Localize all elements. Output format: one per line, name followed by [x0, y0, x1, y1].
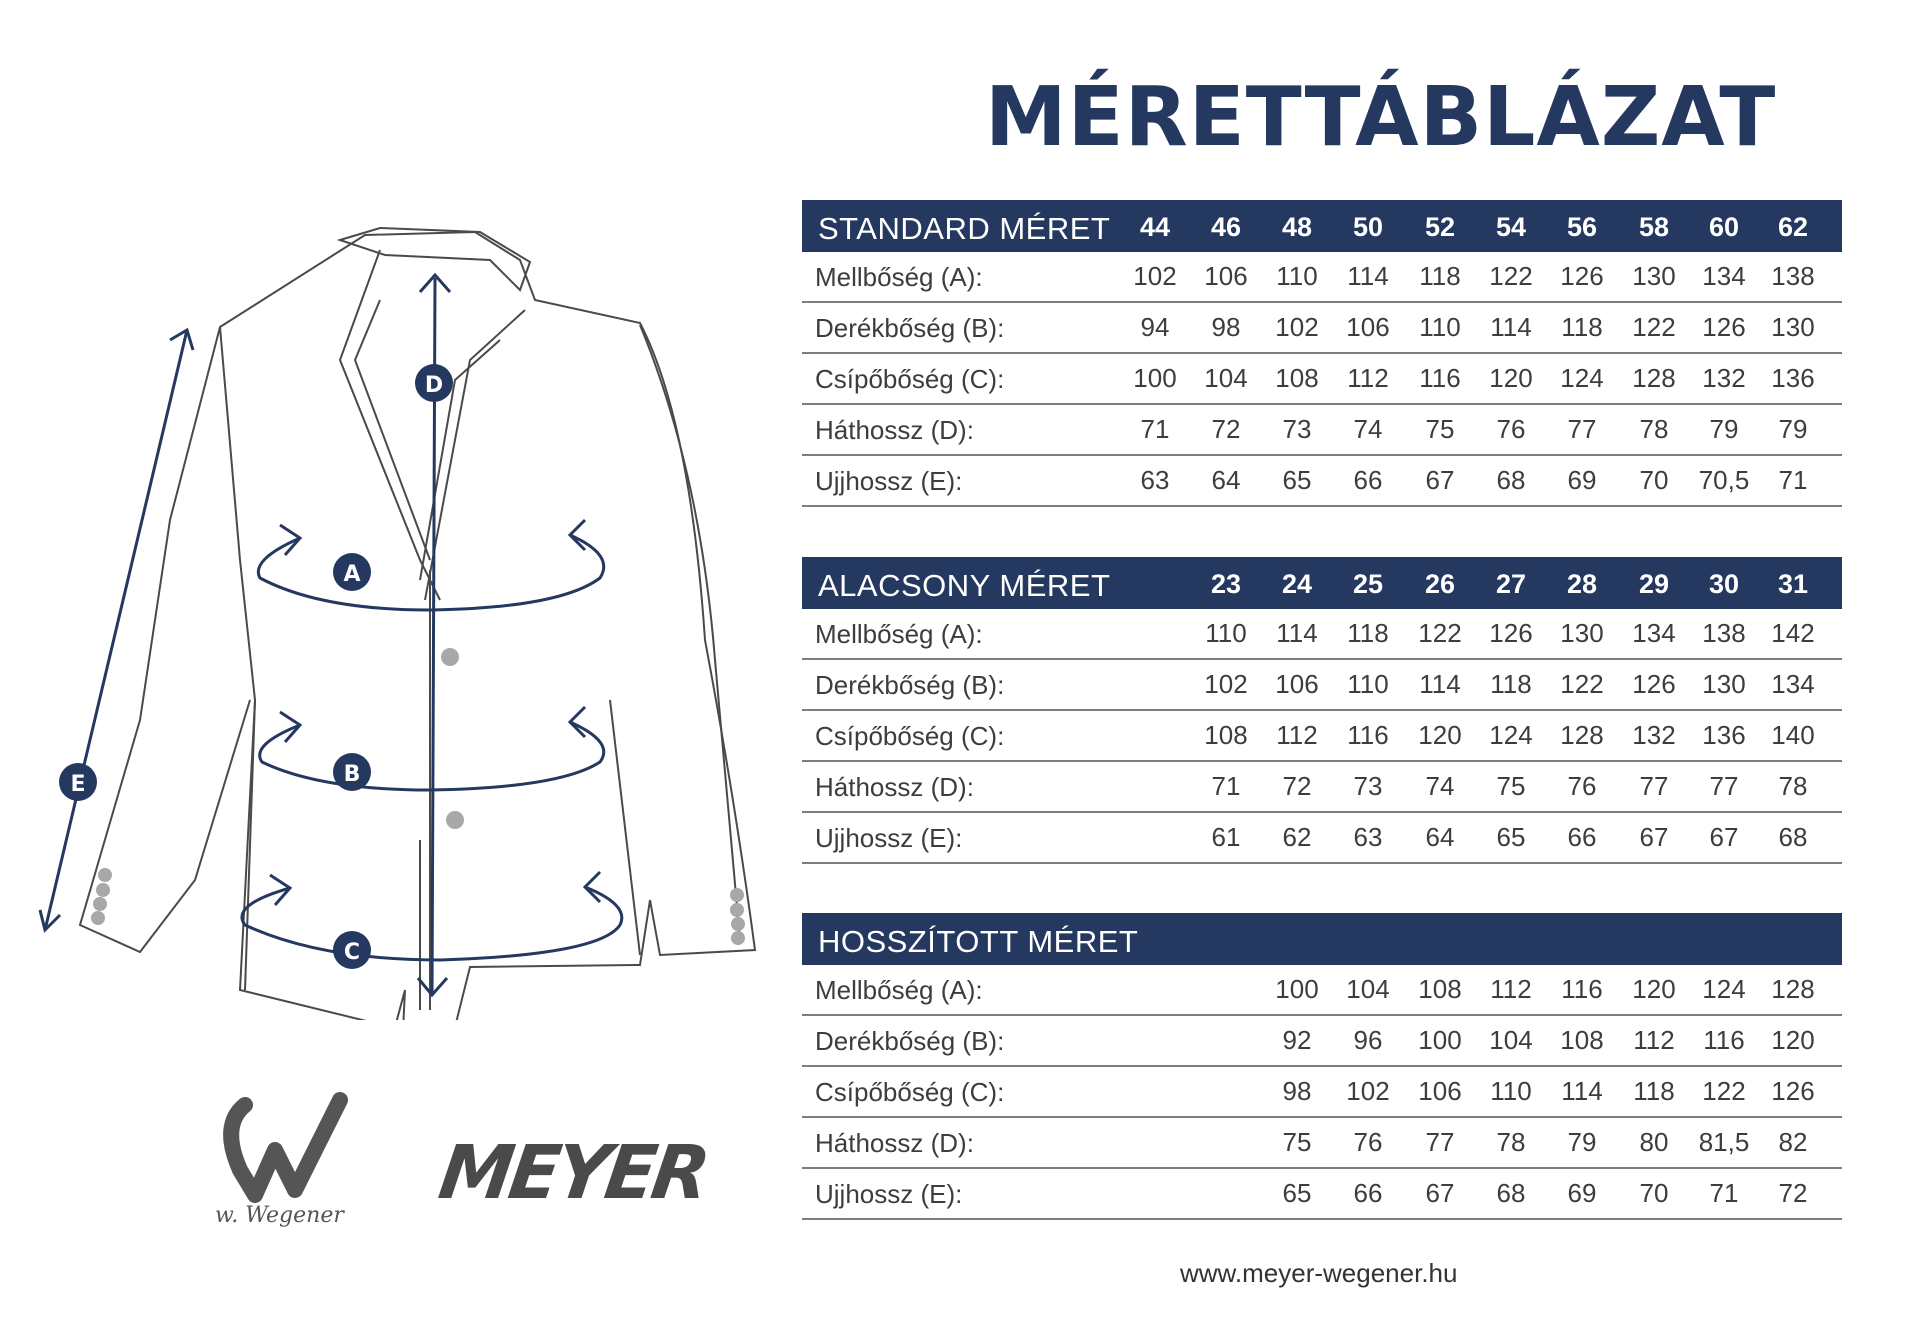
table-cell: 102: [1204, 669, 1248, 699]
table-cell: 65: [1282, 465, 1312, 495]
row-label: Mellbőség (A):: [815, 975, 983, 1005]
table-cell: 104: [1489, 1025, 1533, 1055]
table-row: [802, 711, 1842, 762]
table-cell: 136: [1702, 720, 1746, 750]
table-cell: 110: [1419, 312, 1461, 342]
table-cell: 102: [1346, 1076, 1390, 1106]
table-cell: 134: [1702, 261, 1746, 291]
table-cell: 114: [1347, 261, 1389, 291]
table-cell: 69: [1567, 1178, 1597, 1208]
size-header-cell: 62: [1777, 212, 1809, 242]
table-cell: 79: [1778, 414, 1808, 444]
table-row: [802, 1067, 1842, 1118]
table-cell: 72: [1211, 414, 1241, 444]
measure-e-arrow: [40, 330, 193, 930]
row-label: Derékbőség (B):: [815, 670, 1005, 700]
table-row: [802, 1016, 1842, 1067]
table-header: [802, 557, 1842, 609]
row-label: Derékbőség (B):: [815, 313, 1005, 343]
table-cell: 70,5: [1698, 465, 1750, 495]
row-label: Ujjhossz (E):: [815, 466, 963, 496]
size-header-cell: 54: [1495, 212, 1527, 242]
table-cell: 65: [1496, 822, 1526, 852]
table-cell: 64: [1425, 822, 1455, 852]
table-cell: 110: [1347, 669, 1389, 699]
table-cell: 106: [1418, 1076, 1462, 1106]
table-cell: 71: [1140, 414, 1170, 444]
marker-a-label: A: [343, 562, 361, 587]
table-cell: 118: [1419, 261, 1461, 291]
table-cell: 120: [1771, 1025, 1815, 1055]
table-row: [802, 252, 1842, 303]
table-cell: 106: [1204, 261, 1248, 291]
table-cell: 118: [1633, 1076, 1675, 1106]
table-cell: 68: [1496, 1178, 1526, 1208]
row-label: Mellbőség (A):: [815, 619, 983, 649]
size-header-cell: 48: [1281, 212, 1313, 242]
table-cell: 118: [1347, 618, 1389, 648]
table-cell: 106: [1275, 669, 1319, 699]
table-cell: 71: [1778, 465, 1808, 495]
table-cell: 112: [1347, 363, 1389, 393]
size-header-cell: 56: [1566, 212, 1598, 242]
row-label: Csípőbőség (C):: [815, 721, 1005, 751]
table-row: [802, 660, 1842, 711]
table-cell: 104: [1346, 974, 1390, 1004]
table-cell: 96: [1353, 1025, 1383, 1055]
table-cell: 112: [1490, 974, 1532, 1004]
table-row: [802, 965, 1842, 1016]
table-cell: 77: [1567, 414, 1597, 444]
table-cell: 130: [1702, 669, 1746, 699]
jacket-diagram: [0, 200, 780, 1020]
size-header-cell: 44: [1139, 212, 1171, 242]
table-cell: 110: [1205, 618, 1247, 648]
table-cell: 110: [1276, 261, 1318, 291]
table-cell: 128: [1771, 974, 1815, 1004]
table-row: [802, 609, 1842, 660]
row-label: Háthossz (D):: [815, 415, 974, 445]
table-cell: 76: [1567, 771, 1597, 801]
table-cell: 118: [1490, 669, 1532, 699]
table-row: [802, 1118, 1842, 1169]
table-cell: 65: [1282, 1178, 1312, 1208]
marker-e: [59, 763, 97, 801]
table-cell: 142: [1771, 618, 1815, 648]
table-cell: 98: [1211, 312, 1241, 342]
size-header-cell: 60: [1708, 212, 1740, 242]
table-cell: 79: [1709, 414, 1739, 444]
table-cell: 67: [1639, 822, 1669, 852]
table-cell: 112: [1633, 1025, 1675, 1055]
size-header-cell: 25: [1352, 569, 1384, 599]
table-cell: 69: [1567, 465, 1597, 495]
table-cell: 116: [1419, 363, 1461, 393]
table-alacsony: [802, 557, 1842, 864]
size-header-cell: 58: [1638, 212, 1670, 242]
table-cell: 128: [1632, 363, 1676, 393]
table-cell: 75: [1496, 771, 1526, 801]
table-cell: 108: [1560, 1025, 1604, 1055]
table-cell: 124: [1560, 363, 1604, 393]
table-cell: 114: [1276, 618, 1318, 648]
table-cell: 134: [1632, 618, 1676, 648]
table-row: [802, 1169, 1842, 1220]
table-cell: 100: [1275, 974, 1319, 1004]
table-cell: 128: [1560, 720, 1604, 750]
table-cell: 104: [1204, 363, 1248, 393]
table-row: [802, 762, 1842, 813]
size-header-cell: 24: [1281, 569, 1313, 599]
table-cell: 126: [1702, 312, 1746, 342]
table-cell: 106: [1346, 312, 1390, 342]
table-row: [802, 405, 1842, 456]
size-header-cell: 29: [1638, 569, 1670, 599]
row-label: Derékbőség (B):: [815, 1026, 1005, 1056]
table-cell: 80: [1639, 1127, 1669, 1157]
size-header-cell: 23: [1210, 569, 1242, 599]
size-header-cell: 46: [1210, 212, 1242, 242]
size-header-cell: 27: [1495, 569, 1527, 599]
table-cell: 132: [1702, 363, 1746, 393]
table-cell: 130: [1632, 261, 1676, 291]
row-label: Csípőbőség (C):: [815, 364, 1005, 394]
table-cell: 116: [1347, 720, 1389, 750]
table-cell: 78: [1496, 1127, 1526, 1157]
marker-a: [333, 553, 371, 591]
website-url[interactable]: www.meyer-wegener.hu: [1180, 1258, 1458, 1288]
marker-c: [333, 931, 371, 969]
table-cell: 140: [1771, 720, 1815, 750]
table-cell: 66: [1567, 822, 1597, 852]
table-cell: 70: [1639, 465, 1669, 495]
size-header-cell: 26: [1424, 569, 1456, 599]
row-label: Háthossz (D):: [815, 1128, 974, 1158]
table-cell: 78: [1778, 771, 1808, 801]
table-cell: 136: [1771, 363, 1815, 393]
marker-c-label: C: [343, 940, 361, 965]
marker-b-label: B: [343, 762, 361, 787]
table-cell: 67: [1709, 822, 1739, 852]
table-cell: 100: [1418, 1025, 1462, 1055]
row-label: Háthossz (D):: [815, 772, 974, 802]
table-cell: 77: [1709, 771, 1739, 801]
table-cell: 120: [1489, 363, 1533, 393]
table-cell: 68: [1778, 822, 1808, 852]
table-cell: 132: [1632, 720, 1676, 750]
table-header: [802, 913, 1842, 965]
table-cell: 138: [1702, 618, 1746, 648]
measure-markers: [59, 364, 453, 969]
table-cell: 122: [1702, 1076, 1746, 1106]
table-cell: 114: [1419, 669, 1461, 699]
table-cell: 114: [1490, 312, 1532, 342]
table-cell: 130: [1771, 312, 1815, 342]
table-cell: 72: [1282, 771, 1312, 801]
table-cell: 116: [1561, 974, 1603, 1004]
table-cell: 81,5: [1698, 1127, 1750, 1157]
svg-text:w. Wegener: w. Wegener: [215, 1203, 344, 1228]
table-cell: 116: [1703, 1025, 1745, 1055]
table-cell: 112: [1276, 720, 1318, 750]
jacket-outline: [80, 228, 755, 1020]
table-cell: 102: [1133, 261, 1177, 291]
table-row: [802, 303, 1842, 354]
table-header-label: HOSSZÍTOTT MÉRET: [818, 924, 1139, 959]
marker-e-label: E: [70, 772, 86, 797]
table-cell: 77: [1425, 1127, 1455, 1157]
table-header-label: STANDARD MÉRET: [818, 211, 1111, 246]
table-cell: 74: [1425, 771, 1455, 801]
table-row: [802, 456, 1842, 507]
table-cell: 66: [1353, 465, 1383, 495]
table-cell: 114: [1561, 1076, 1603, 1106]
table-cell: 71: [1709, 1178, 1739, 1208]
table-cell: 74: [1353, 414, 1383, 444]
table-cell: 122: [1418, 618, 1462, 648]
table-header-label: ALACSONY MÉRET: [818, 568, 1111, 603]
table-cell: 62: [1282, 822, 1312, 852]
table-cell: 134: [1771, 669, 1815, 699]
table-cell: 75: [1425, 414, 1455, 444]
table-cell: 79: [1567, 1127, 1597, 1157]
size-header-cell: 28: [1566, 569, 1598, 599]
marker-d-label: D: [424, 373, 444, 398]
table-cell: 122: [1560, 669, 1604, 699]
table-header: [802, 200, 1842, 252]
page-title: MÉRETTÁBLÁZAT: [985, 70, 1777, 165]
table-cell: 78: [1639, 414, 1669, 444]
table-cell: 100: [1133, 363, 1177, 393]
table-cell: 77: [1639, 771, 1669, 801]
table-cell: 68: [1496, 465, 1526, 495]
table-row: [802, 354, 1842, 405]
table-cell: 63: [1353, 822, 1383, 852]
table-cell: 120: [1418, 720, 1462, 750]
size-header-cell: 30: [1708, 569, 1740, 599]
table-cell: 108: [1418, 974, 1462, 1004]
marker-b: [333, 753, 371, 791]
table-cell: 73: [1282, 414, 1312, 444]
table-cell: 124: [1702, 974, 1746, 1004]
table-cell: 66: [1353, 1178, 1383, 1208]
table-cell: 110: [1490, 1076, 1532, 1106]
table-standard: [802, 200, 1842, 507]
table-cell: 120: [1632, 974, 1676, 1004]
table-cell: 122: [1632, 312, 1676, 342]
table-row: [802, 813, 1842, 864]
size-header-cell: 31: [1777, 569, 1809, 599]
table-cell: 126: [1560, 261, 1604, 291]
marker-d: [415, 364, 453, 402]
table-cell: 102: [1275, 312, 1319, 342]
jacket-buttons: [91, 648, 745, 945]
table-cell: 73: [1353, 771, 1383, 801]
table-cell: 63: [1140, 465, 1170, 495]
table-cell: 130: [1560, 618, 1604, 648]
meyer-logo: MEYER: [433, 1130, 712, 1216]
table-cell: 64: [1211, 465, 1241, 495]
table-cell: 118: [1561, 312, 1603, 342]
wegener-logo: [200, 1090, 370, 1230]
table-cell: 70: [1639, 1178, 1669, 1208]
table-cell: 124: [1489, 720, 1533, 750]
table-cell: 126: [1489, 618, 1533, 648]
table-cell: 67: [1425, 465, 1455, 495]
table-cell: 72: [1778, 1178, 1808, 1208]
table-cell: 76: [1353, 1127, 1383, 1157]
table-cell: 94: [1140, 312, 1170, 342]
table-cell: 92: [1282, 1025, 1312, 1055]
row-label: Ujjhossz (E):: [815, 1179, 963, 1209]
row-label: Csípőbőség (C):: [815, 1077, 1005, 1107]
table-cell: 108: [1204, 720, 1248, 750]
size-header-cell: 50: [1352, 212, 1384, 242]
table-cell: 98: [1282, 1076, 1312, 1106]
table-cell: 126: [1632, 669, 1676, 699]
table-cell: 138: [1771, 261, 1815, 291]
table-cell: 122: [1489, 261, 1533, 291]
table-cell: 82: [1778, 1127, 1808, 1157]
table-cell: 108: [1275, 363, 1319, 393]
table-cell: 67: [1425, 1178, 1455, 1208]
table-cell: 126: [1771, 1076, 1815, 1106]
table-cell: 71: [1211, 771, 1241, 801]
table-cell: 76: [1496, 414, 1526, 444]
row-label: Ujjhossz (E):: [815, 823, 963, 853]
table-cell: 61: [1211, 822, 1241, 852]
row-label: Mellbőség (A):: [815, 262, 983, 292]
size-header-cell: 52: [1424, 212, 1456, 242]
table-cell: 75: [1282, 1127, 1312, 1157]
table-hosszitott: [802, 913, 1842, 1220]
